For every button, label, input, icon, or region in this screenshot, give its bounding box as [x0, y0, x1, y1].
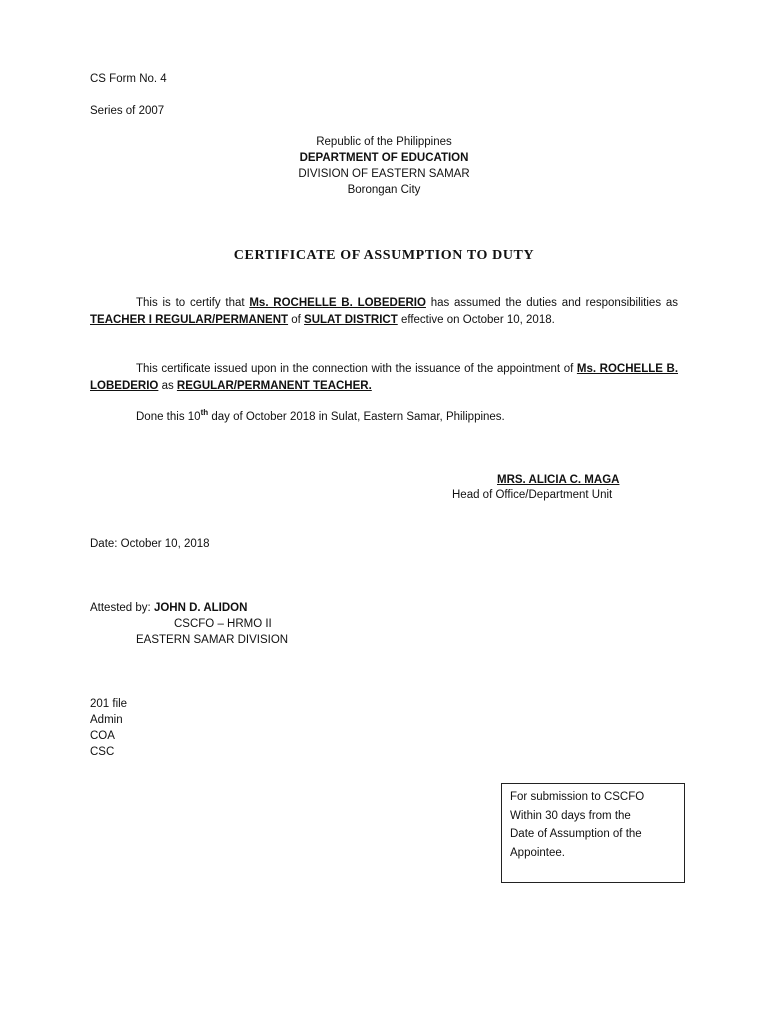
signatory-title: Head of Office/Department Unit — [452, 489, 613, 501]
para1-text-2: has assumed the duties and responsibilities as — [425, 297, 678, 309]
certificate-title: CERTIFICATE OF ASSUMPTION TO DUTY — [233, 248, 535, 263]
para2-text-2: as — [158, 380, 177, 392]
appointee-position-2: REGULAR/PERMANENT TEACHER. — [176, 380, 372, 392]
paragraph-done — [90, 409, 678, 426]
copy-admin: Admin — [90, 714, 123, 726]
header-republic: Republic of the Philippines — [316, 136, 452, 148]
header-division: DIVISION OF EASTERN SAMAR — [298, 168, 470, 180]
note-line-1: For submission to CSCFO — [510, 791, 645, 803]
paragraph-issuance — [90, 361, 678, 395]
para1-text-4: effective on October 10, 2018. — [397, 314, 555, 326]
appointee-district: SULAT DISTRICT — [304, 314, 398, 326]
submission-note-box — [501, 783, 685, 883]
attested-label: Attested by: — [90, 602, 154, 614]
attested-division: EASTERN SAMAR DIVISION — [136, 634, 289, 646]
signatory-name: MRS. ALICIA C. MAGA — [497, 474, 620, 486]
note-line-4: Appointee. — [510, 846, 565, 859]
form-number: CS Form No. 4 — [90, 73, 167, 85]
date-line: Date: October 10, 2018 — [90, 538, 210, 550]
para1-text-1: This is to certify that — [136, 297, 250, 309]
copy-coa: COA — [90, 730, 115, 742]
header-department: DEPARTMENT OF EDUCATION — [299, 152, 469, 164]
para2-text-1: This certificate issued upon in the connection with the issuance of the appointment of — [136, 363, 577, 375]
para3-text-1: Done this 10 — [136, 411, 201, 423]
form-series: Series of 2007 — [90, 105, 165, 117]
paragraph-certification — [90, 295, 678, 329]
para1-text-3: of — [288, 314, 305, 326]
copy-201-file: 201 file — [90, 698, 128, 710]
note-line-3: Date of Assumption of the — [510, 828, 642, 840]
header-city: Borongan City — [347, 184, 421, 196]
appointee-name-2: Ms. ROCHELLE B. LOBEDERIO — [90, 363, 679, 392]
attested-name: JOHN D. ALIDON — [153, 602, 248, 614]
appointee-position: TEACHER I REGULAR/PERMANENT — [90, 314, 289, 326]
para3-text-2: day of October 2018 in Sulat, Eastern Samar, Philippines. — [208, 411, 505, 423]
copy-csc: CSC — [90, 746, 115, 758]
attested-line — [90, 602, 247, 614]
note-line-2: Within 30 days from the — [510, 809, 631, 822]
day-suffix: th — [200, 408, 209, 418]
appointee-name: Ms. ROCHELLE B. LOBEDERIO — [249, 297, 426, 309]
attested-position: CSCFO – HRMO II — [174, 618, 272, 630]
